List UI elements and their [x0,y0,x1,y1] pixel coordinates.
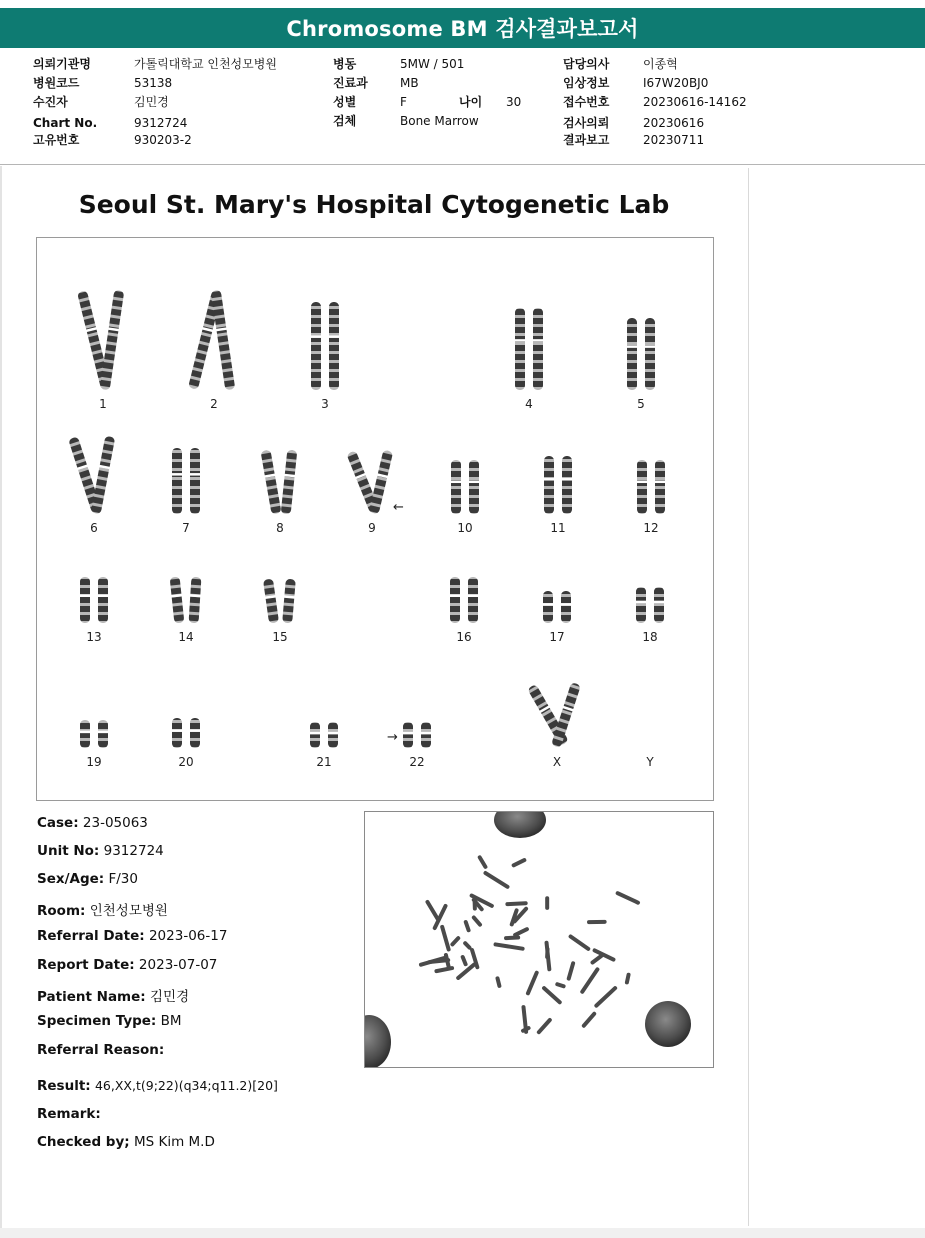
chromosome-11-b [562,456,573,514]
chromosome-7-a [172,448,183,514]
arrow-chromosome-9: ← [393,500,404,515]
karyotype-label-16: 16 [456,630,472,644]
chromosome-22-a [403,722,414,748]
karyogram-panel [36,237,714,801]
chromosome-22-b [421,722,432,748]
meta-remark [37,1106,101,1122]
spread-chromosome [463,920,471,933]
chromosome-20-a [172,718,183,748]
meta-referral-date [37,928,227,944]
karyotype-label-4: 4 [525,397,533,411]
chromosome-13-a [80,577,91,623]
info-value-institution: 가톨릭대학교 인천성모병원 [134,57,277,71]
interphase-nucleus-left [365,1015,391,1067]
metaphase-spread-image [364,811,714,1068]
karyotype-label-18: 18 [642,630,658,644]
spread-chromosome [477,855,488,870]
chromosome-3-a [311,302,322,390]
chromosome-8-b [280,450,298,515]
page-right-margin [749,168,925,1228]
chromosome-18-b [654,587,665,623]
info-label-unique-no: 고유번호 [33,133,80,147]
spread-chromosome [434,966,454,974]
info-label-ward: 병동 [333,57,357,71]
karyotype-label-17: 17 [549,630,565,644]
karyotype-label-13: 13 [86,630,102,644]
spread-chromosome [460,954,468,966]
info-label-receipt-no: 접수번호 [563,95,610,109]
meta-result [37,1078,278,1094]
karyotype-label-6: 6 [90,521,98,535]
report-title-bar [0,8,925,48]
chromosome-pairs [68,290,666,748]
info-label-result-date: 결과보고 [563,133,610,147]
meta-referral-date-value: 2023-06-17 [148,928,228,944]
meta-remark-label: Remark: [37,1106,101,1122]
meta-referral-reason [37,1042,164,1058]
meta-patient-name [37,985,189,1005]
chromosome-15-b [282,579,297,624]
meta-specimen-type [37,1013,182,1029]
interphase-nucleus-top [494,812,546,838]
info-label-clinical-info: 임상정보 [563,76,610,90]
chromosome-14-b [188,577,202,624]
chromosome-9-b [368,450,393,515]
meta-checked-by-value: MS Kim M.D [133,1134,215,1150]
info-label-chart-no: Chart No. [33,116,98,130]
chromosome-10-a [451,460,462,514]
info-value-receipt-no: 20230616-14162 [643,95,747,109]
header-info [0,55,925,155]
info-value-patient: 김민경 [134,95,169,109]
spread-chromosome [580,967,601,995]
spread-chromosome [473,899,477,911]
info-value-result-date: 20230711 [643,133,705,147]
report-title: Chromosome BM 검사결과보고서 [286,17,639,41]
info-label-specimen: 검체 [333,114,357,128]
chromosome-20-b [190,718,201,748]
spread-chromosome [545,947,550,959]
chromosome-17-b [561,591,572,623]
meta-specimen-type-label: Specimen Type: [37,1013,157,1029]
karyotype-label-5: 5 [637,397,645,411]
spread-chromosome [615,891,641,906]
chromosome-10-b [469,460,480,514]
spread-chromosome [566,961,575,981]
info-value-sex: F [400,95,407,109]
info-label-age: 나이 [459,95,483,109]
meta-result-label: Result: [37,1078,91,1094]
karyotype-label-11: 11 [550,521,566,535]
karyotype-label-2: 2 [210,397,218,411]
meta-patient-name-value: 김민경 [149,989,190,1005]
meta-report-date-value: 2023-07-07 [138,957,218,973]
info-label-patient: 수진자 [33,95,68,109]
lab-title: Seoul St. Mary's Hospital Cytogenetic Lab [78,190,670,219]
spread-chromosome [541,985,562,1005]
meta-sex-age-value: F/30 [108,871,138,887]
info-value-specimen: Bone Marrow [400,114,479,128]
meta-checked-by-label: Checked by; [37,1134,130,1150]
chromosome-15-a [262,578,279,623]
karyotype-label-8: 8 [276,521,284,535]
meta-specimen-type-value: BM [160,1013,182,1029]
chromosome-13-b [98,577,109,623]
karyotype-label-20: 20 [178,755,194,769]
meta-report-date-label: Report Date: [37,957,135,973]
karyotype-label-15: 15 [272,630,288,644]
karyotype-label-12: 12 [643,521,659,535]
chromosome-17-a [543,591,554,623]
meta-case [37,815,148,831]
karyotype-label-9: 9 [368,521,376,535]
meta-sex-age [37,871,138,887]
spread-chromosome [471,915,483,928]
spread-chromosome [504,935,520,940]
spread-chromosome [536,1017,553,1035]
karyotype-label-X: X [552,755,562,769]
info-value-clinical-info: I67W20BJ0 [643,76,709,90]
spread-chromosome [594,985,618,1008]
meta-report-date [37,957,217,973]
spread-chromosome [555,982,566,989]
meta-sex-age-label: Sex/Age: [37,871,105,887]
karyotype-label-Y: Y [646,755,654,769]
meta-referral-reason-label: Referral Reason: [37,1042,165,1058]
info-label-physician: 담당의사 [563,57,610,71]
meta-room-value: 인천성모병원 [89,903,168,919]
karyotype-label-7: 7 [182,521,190,535]
chromosome-16-b [468,577,479,623]
info-value-department: MB [400,76,419,90]
meta-unit-no-label: Unit No: [37,843,100,859]
meta-result-value: 46,XX,t(9;22)(q34;q11.2)[20] [94,1078,278,1093]
info-label-institution: 의뢰기관명 [33,57,91,71]
info-value-physician: 이종혁 [643,57,678,71]
header-divider [0,164,925,165]
meta-case-label: Case: [37,815,79,831]
page-bottom-band [0,1228,925,1238]
chromosome-8-a [260,450,282,515]
spread-chromosome [525,970,539,996]
info-label-request-date: 검사의뢰 [563,116,610,130]
interphase-nucleus-right [645,1001,691,1047]
chromosome-1-b [99,290,124,391]
chromosome-5-a [627,318,638,390]
spread-chromosome [450,935,461,947]
meta-referral-date-label: Referral Date: [37,928,145,944]
spread-chromosome [590,953,604,965]
info-label-hospital-code: 병원코드 [33,76,80,90]
karyotype-label-14: 14 [178,630,194,644]
info-value-age: 30 [506,95,522,109]
chromosome-19-b [98,720,109,748]
spread-chromosome [511,857,527,868]
info-label-sex: 성별 [333,95,357,109]
meta-unit-no-value: 9312724 [103,843,164,859]
spread-chromosome [581,1011,597,1029]
info-value-request-date: 20230616 [643,116,705,130]
chromosome-4-b [533,308,544,390]
chromosome-16-a [450,577,461,623]
chromosome-14-a [169,577,185,624]
chromosome-18-a [636,587,647,623]
chromosome-3-b [329,302,340,390]
metaphase-spread-svg [365,812,713,1067]
meta-room [37,899,168,919]
karyotype-label-1: 1 [99,397,107,411]
info-value-hospital-code: 53138 [134,76,173,90]
spread-chromosome [545,896,549,910]
chromosome-4-a [515,308,526,390]
info-label-department: 진료과 [333,76,368,90]
chromosome-12-b [655,460,666,514]
meta-checked-by [37,1134,215,1150]
info-value-ward: 5MW / 501 [400,57,465,71]
spread-chromosome [568,934,591,952]
spread-chromosome [505,901,528,906]
meta-room-label: Room: [37,903,86,919]
chromosome-21-b [328,722,339,748]
arrow-chromosome-22: → [387,730,398,745]
meta-case-value: 23-05063 [82,815,148,831]
karyotype-label-10: 10 [457,521,473,535]
meta-patient-name-label: Patient Name: [37,989,146,1005]
chromosome-6-b [90,436,115,515]
chromosome-12-a [637,460,648,514]
spread-chromosome [493,942,525,951]
chromosome-5-b [645,318,656,390]
meta-unit-no [37,843,164,859]
spread-chromosome [483,870,511,889]
karyotype-label-3: 3 [321,397,329,411]
info-value-unique-no: 930203-2 [134,133,192,147]
karyotype-label-21: 21 [316,755,332,769]
spread-chromosome [625,972,631,984]
karyotype-label-22: 22 [409,755,425,769]
karyotype-label-19: 19 [86,755,102,769]
spread-chromosome [587,920,607,924]
chromosome-21-a [310,722,321,748]
chromosome-2-b [210,290,235,391]
spread-chromosome [440,925,451,952]
karyogram-image [37,238,713,800]
chromosome-7-b [190,448,201,514]
chromosome-19-a [80,720,91,748]
spread-chromosome [425,899,441,922]
info-value-chart-no: 9312724 [134,116,188,130]
spread-chromosome [495,976,502,988]
metaphase-chromosomes [418,855,640,1035]
chromosome-11-a [544,456,555,514]
